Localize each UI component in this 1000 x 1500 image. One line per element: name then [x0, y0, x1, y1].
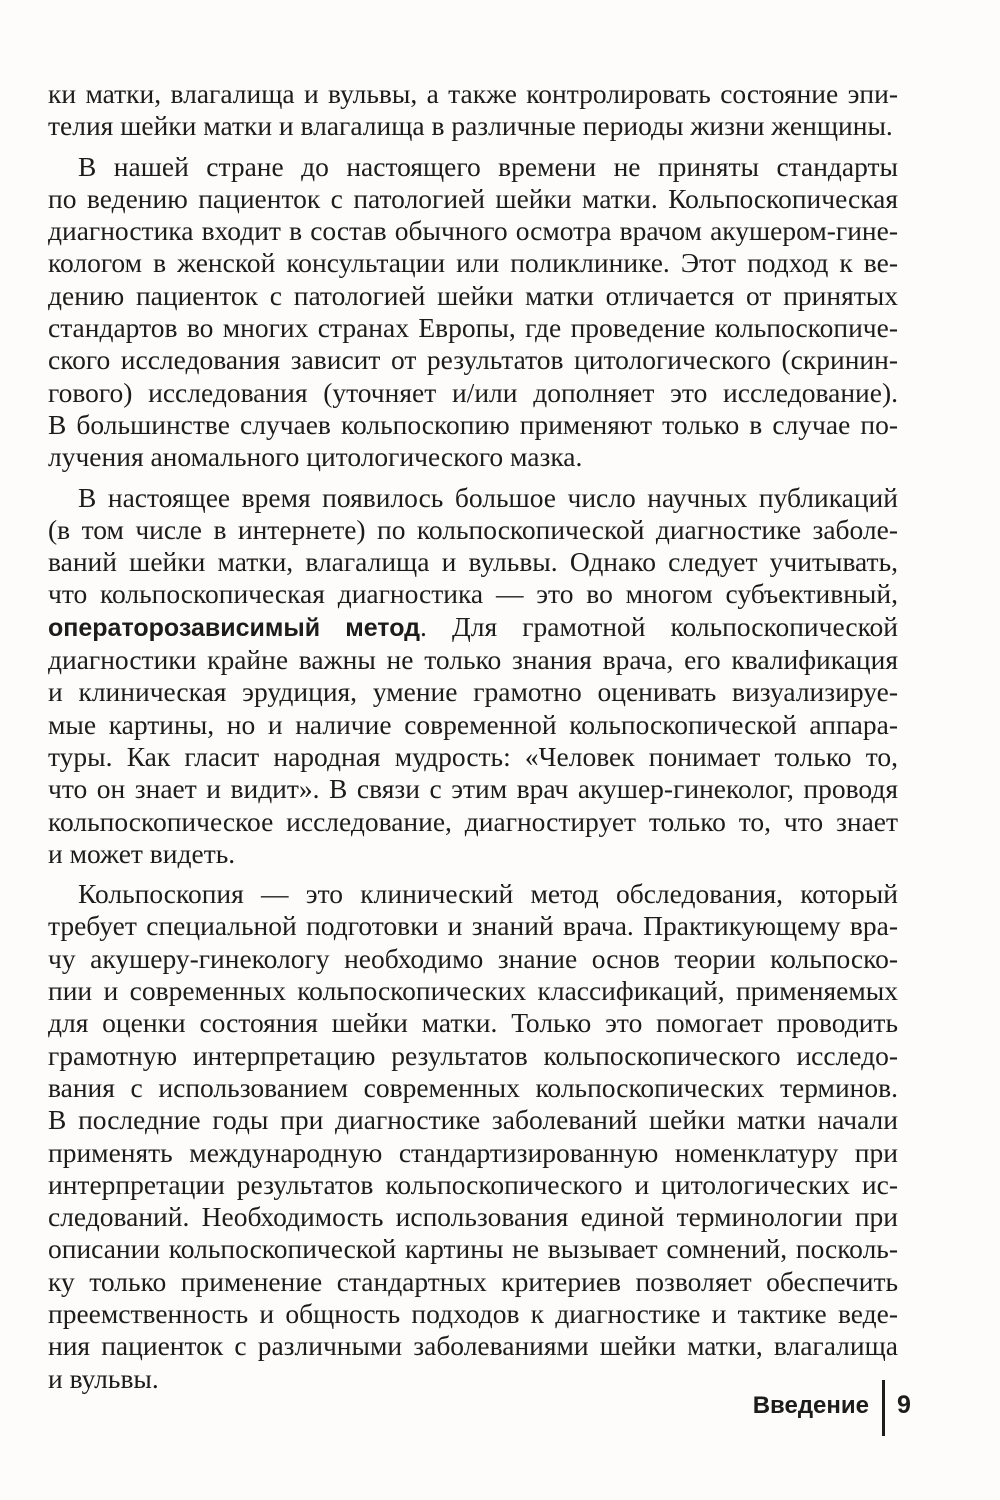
- text-line: стандартов во многих странах Европы, где проведение кольпоскопиче-: [48, 312, 898, 344]
- text-line: ваний шейки матки, влагалища и вульвы. Однако следует учитывать,: [48, 546, 898, 578]
- text-line: и может видеть.: [48, 837, 236, 869]
- text-line: интерпретации результатов кольпоскопического и цитологических ис-: [48, 1168, 898, 1200]
- text-line: дению пациенток с патологией шейки матки отличается от принятых: [48, 279, 898, 311]
- text-line: туры. Как гласит народная мудрость: «Человек понимает только то,: [48, 740, 898, 772]
- text-line: мые картины, но и наличие современной кольпоскопической аппара-: [48, 708, 898, 740]
- text-line: грамотную интерпретацию результатов кольпоскопического исследо-: [48, 1039, 898, 1071]
- text-line: и вульвы.: [48, 1362, 159, 1394]
- text-line: кольпоскопическое исследование, диагностирует только то, что знает: [48, 805, 898, 837]
- text-line: В последние годы при диагностике заболеваний шейки матки начали: [48, 1104, 898, 1136]
- footer-divider: [882, 1380, 885, 1436]
- text-line: описании кольпоскопической картины не вызывает сомнений, посколь-: [48, 1233, 898, 1265]
- text-line: следований. Необходимость использования единой терминологии при: [48, 1201, 898, 1233]
- page-number: 9: [897, 1391, 911, 1419]
- text-line: телия шейки матки и влагалища в различные периоды жизни женщины.: [48, 110, 893, 142]
- text-line: для оценки состояния шейки матки. Только это помогает проводить: [48, 1007, 898, 1039]
- text-line: применять международную стандартизированную номенклатуру при: [48, 1136, 898, 1168]
- text-line: по ведению пациенток с патологией шейки матки. Кольпоскопическая: [48, 182, 898, 214]
- text-line: преемственность и общность подходов к диагностике и тактике веде-: [48, 1297, 898, 1329]
- text-line: лучения аномального цитологического мазка.: [48, 441, 583, 473]
- text-line: диагностика входит в состав обычного осмотра врачом акушером-гине-: [48, 215, 898, 247]
- paragraph-continuation: [48, 78, 898, 143]
- paragraph-publications: [48, 482, 898, 871]
- text-line: диагностики крайне важны не только знания врача, его квалификация: [48, 644, 898, 676]
- paragraph-standards: [48, 151, 898, 474]
- page-footer: [0, 1380, 1000, 1440]
- text-line: чу акушеру-гинекологу необходимо знание основ теории кольпоско-: [48, 942, 898, 974]
- text-line: В настоящее время появилось большое число научных публикаций: [78, 481, 898, 513]
- text-line: пии и современных кольпоскопических классификаций, применяемых: [48, 975, 898, 1007]
- text-line: ку только применение стандартных критериев позволяет обеспечить: [48, 1265, 898, 1297]
- text-line: требует специальной подготовки и знаний врача. Практикующему вра-: [48, 910, 898, 942]
- text-line: (в том числе в интернете) по кольпоскопической диагностике заболе-: [48, 513, 898, 545]
- text-line: ского исследования зависит от результатов цитологического (скринин-: [48, 344, 898, 376]
- bold-phrase: операторозависимый метод: [48, 613, 421, 642]
- text-line-bold-phrase: [48, 611, 898, 644]
- page-body: [48, 78, 898, 1395]
- text-line: что кольпоскопическая диагностика — это во многом субъективный,: [48, 578, 898, 610]
- paragraph-colposcopy: [48, 878, 898, 1395]
- running-header-section: Введение: [752, 1392, 869, 1419]
- text-line: ки матки, влагалища и вульвы, а также контролировать состояние эпи-: [48, 78, 898, 109]
- text-line: Кольпоскопия — это клинический метод обследования, который: [78, 878, 898, 910]
- text-line: ния пациенток с различными заболеваниями шейки матки, влагалища: [48, 1330, 898, 1362]
- text-line: вания с использованием современных кольпоскопических терминов.: [48, 1071, 898, 1103]
- text-line: кологом в женской консультации или поликлинике. Этот подход к ве-: [48, 247, 898, 279]
- text-line: В нашей стране до настоящего времени не приняты стандарты: [78, 150, 898, 182]
- text-line: В большинстве случаев кольпоскопию применяют только в случае по-: [48, 408, 898, 440]
- text-line: гового) исследования (уточняет и/или дополняет это исследование).: [48, 376, 898, 408]
- text-line: и клиническая эрудиция, умение грамотно оценивать визуализируе-: [48, 676, 898, 708]
- bold-line-rest: . Для грамотной кольпоскопической: [420, 610, 899, 642]
- text-line: что он знает и видит». В связи с этим врач акушер-гинеколог, проводя: [48, 773, 898, 805]
